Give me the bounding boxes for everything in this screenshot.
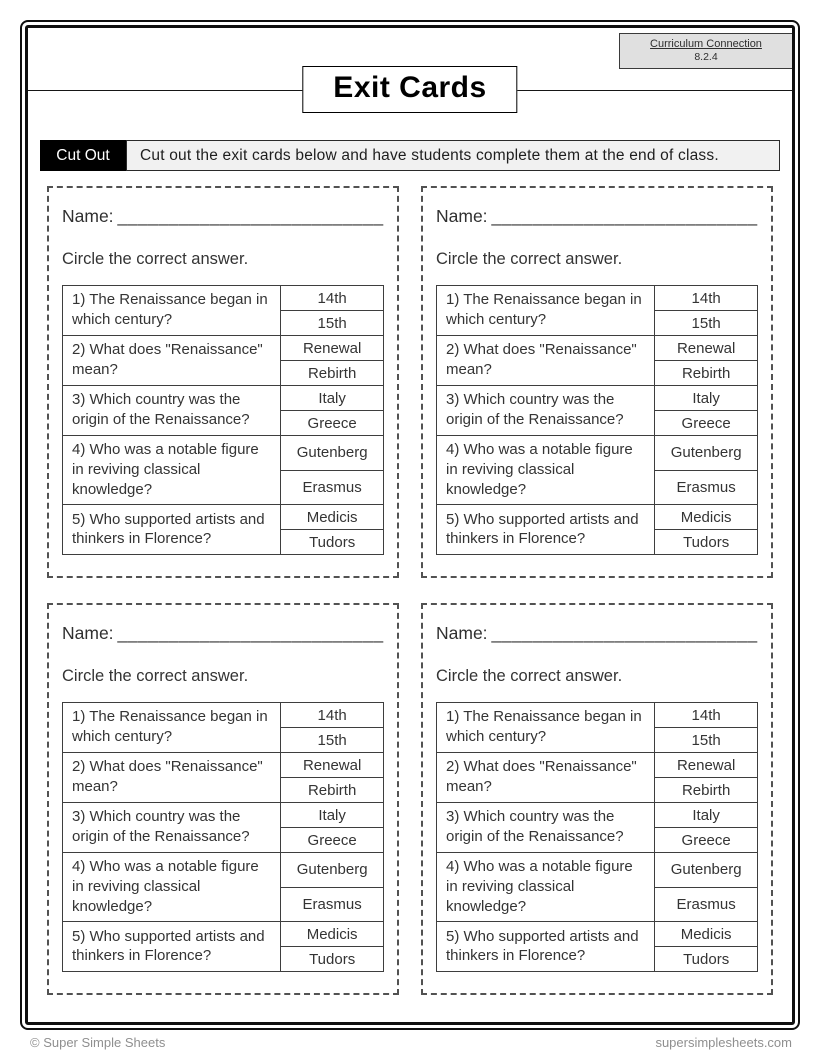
answer-option: Gutenberg [655,853,758,888]
name-label: Name: [62,623,114,643]
exit-card [421,186,773,578]
table-row [63,386,384,411]
answer-option: Tudors [655,947,758,972]
answer-option: 15th [655,311,758,336]
qa-table-body [437,703,758,972]
answer-option: 14th [655,703,758,728]
card-instruction: Circle the correct answer. [62,250,249,268]
page-title-box [302,66,517,113]
answer-option: Renewal [281,336,384,361]
table-row [63,922,384,947]
question-cell: 4) Who was a notable figure in reviving classical knowledge? [63,436,281,505]
question-cell: 2) What does "Renaissance" mean? [63,753,281,803]
exit-card [421,603,773,995]
answer-option: Greece [281,828,384,853]
name-row [436,206,758,227]
name-blank-line: __________________________ [117,623,384,643]
answer-option: Erasmus [655,470,758,505]
table-row [437,853,758,888]
table-row [63,853,384,888]
curriculum-connection-box [619,33,792,69]
question-cell: 2) What does "Renaissance" mean? [437,336,655,386]
table-row [63,436,384,471]
cut-out-bar [40,140,780,171]
table-row [437,286,758,311]
name-row [436,623,758,644]
card-instruction: Circle the correct answer. [436,667,623,685]
answer-option: Rebirth [281,361,384,386]
answer-option: Italy [655,386,758,411]
question-cell: 4) Who was a notable figure in reviving classical knowledge? [437,853,655,922]
table-row [63,703,384,728]
table-row [63,286,384,311]
name-label: Name: [62,206,114,226]
table-row [63,753,384,778]
question-cell: 3) Which country was the origin of the Renaissance? [437,386,655,436]
question-cell: 5) Who supported artists and thinkers in Florence? [437,922,655,972]
cut-out-instruction: Cut out the exit cards below and have students complete them at the end of class. [126,140,780,171]
answer-option: Tudors [655,530,758,555]
answer-option: 15th [655,728,758,753]
answer-option: Greece [655,828,758,853]
answer-option: Gutenberg [655,436,758,471]
name-blank-line: __________________________ [117,206,384,226]
table-row [437,505,758,530]
question-cell: 3) Which country was the origin of the Renaissance? [63,386,281,436]
question-cell: 2) What does "Renaissance" mean? [437,753,655,803]
qa-table [62,285,384,555]
answer-option: Renewal [655,753,758,778]
answer-option: Erasmus [655,887,758,922]
answer-option: Renewal [655,336,758,361]
answer-option: 15th [281,311,384,336]
table-row [63,803,384,828]
answer-option: 14th [281,286,384,311]
answer-option: Italy [281,386,384,411]
answer-option: Erasmus [281,887,384,922]
question-cell: 5) Who supported artists and thinkers in Florence? [437,505,655,555]
question-cell: 1) The Renaissance began in which century? [437,703,655,753]
answer-option: Rebirth [655,361,758,386]
exit-card [47,186,399,578]
answer-option: Medicis [281,922,384,947]
answer-option: Tudors [281,530,384,555]
name-blank-line: __________________________ [491,206,758,226]
question-cell: 2) What does "Renaissance" mean? [63,336,281,386]
question-cell: 5) Who supported artists and thinkers in Florence? [63,505,281,555]
answer-option: Medicis [281,505,384,530]
question-cell: 1) The Renaissance began in which century? [437,286,655,336]
cut-out-label: Cut Out [40,140,126,171]
footer-copyright: © Super Simple Sheets [30,1035,166,1050]
question-cell: 5) Who supported artists and thinkers in Florence? [63,922,281,972]
exit-card [47,603,399,995]
answer-option: Greece [655,411,758,436]
name-label: Name: [436,206,488,226]
question-cell: 1) The Renaissance began in which century? [63,703,281,753]
answer-option: Erasmus [281,470,384,505]
answer-option: Rebirth [655,778,758,803]
answer-option: Gutenberg [281,853,384,888]
qa-table [436,285,758,555]
name-row [62,206,384,227]
name-label: Name: [436,623,488,643]
curriculum-connection-title: Curriculum Connection [650,38,762,50]
qa-table-body [63,703,384,972]
footer-website: supersimplesheets.com [655,1035,792,1050]
cards-grid [47,186,773,995]
qa-table [436,702,758,972]
answer-option: Medicis [655,922,758,947]
answer-option: Gutenberg [281,436,384,471]
question-cell: 4) Who was a notable figure in reviving classical knowledge? [437,436,655,505]
table-row [437,436,758,471]
answer-option: Rebirth [281,778,384,803]
table-row [437,753,758,778]
qa-table-body [437,286,758,555]
question-cell: 3) Which country was the origin of the Renaissance? [437,803,655,853]
answer-option: 15th [281,728,384,753]
page-outer-border [20,20,800,1030]
card-instruction: Circle the correct answer. [62,667,249,685]
answer-option: Renewal [281,753,384,778]
page-title: Exit Cards [333,71,487,104]
qa-table [62,702,384,972]
table-row [437,803,758,828]
answer-option: Italy [281,803,384,828]
qa-table-body [63,286,384,555]
page-footer [30,1035,792,1050]
table-row [63,336,384,361]
question-cell: 4) Who was a notable figure in reviving classical knowledge? [63,853,281,922]
card-instruction: Circle the correct answer. [436,250,623,268]
answer-option: Greece [281,411,384,436]
table-row [437,336,758,361]
answer-option: Tudors [281,947,384,972]
name-blank-line: __________________________ [491,623,758,643]
name-row [62,623,384,644]
table-row [437,922,758,947]
answer-option: Italy [655,803,758,828]
answer-option: 14th [655,286,758,311]
question-cell: 3) Which country was the origin of the Renaissance? [63,803,281,853]
page-inner-border [25,25,795,1025]
question-cell: 1) The Renaissance began in which century? [63,286,281,336]
curriculum-connection-code: 8.2.4 [694,51,718,63]
table-row [437,703,758,728]
answer-option: 14th [281,703,384,728]
table-row [63,505,384,530]
table-row [437,386,758,411]
answer-option: Medicis [655,505,758,530]
